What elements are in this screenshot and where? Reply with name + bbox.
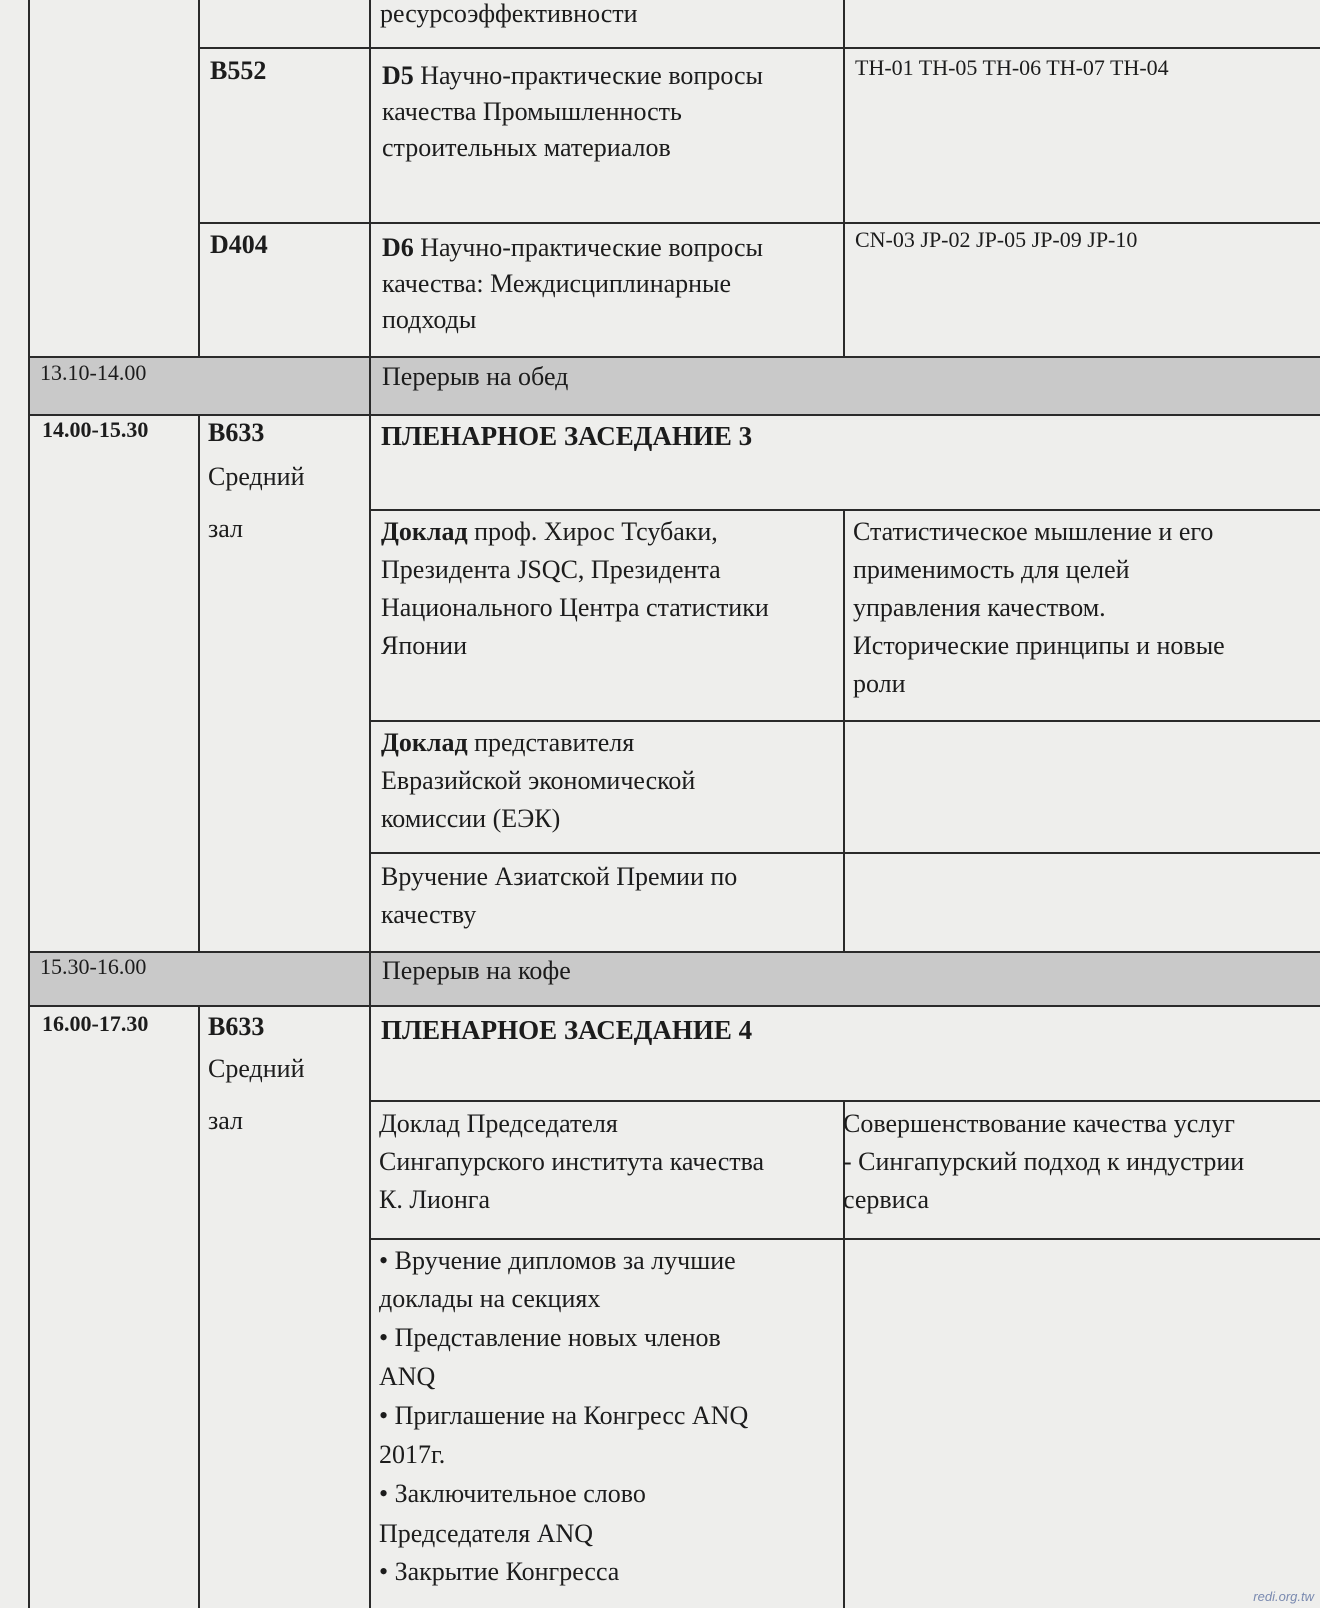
report-line: Евразийской экономической	[381, 766, 696, 795]
report-topic-line: Исторические принципы и новые	[853, 631, 1225, 660]
session-topic	[382, 57, 763, 95]
hall-name: зал	[208, 1106, 244, 1135]
report-topic-line: Статистическое мышление и его	[853, 517, 1214, 546]
table-divider-room	[198, 0, 200, 356]
award-line: Вручение Азиатской Премии по	[381, 862, 738, 891]
closing-item: • Заключительное слово	[379, 1479, 646, 1508]
row-border	[369, 509, 1320, 511]
country-codes: CN-03 JP-02 JP-05 JP-09 JP-10	[855, 227, 1138, 252]
hall-name: Средний	[208, 462, 305, 491]
topic-line: качества Промышленность	[382, 97, 682, 126]
hall-name: зал	[208, 514, 244, 543]
report-line	[381, 513, 718, 551]
report-line: Доклад Председателя	[379, 1109, 618, 1138]
time-slot: 15.30-16.00	[40, 954, 147, 979]
row-border	[369, 1238, 1320, 1240]
topic-line: Научно-практические вопросы	[413, 233, 764, 262]
time-slot: 16.00-17.30	[42, 1011, 149, 1036]
plenary-title: ПЛЕНАРНОЕ ЗАСЕДАНИЕ 4	[381, 1015, 753, 1045]
topic-line: строительных материалов	[382, 133, 671, 162]
report-line: К. Лионга	[379, 1185, 491, 1214]
report-topic-line: роли	[853, 669, 906, 698]
topic-line: качества: Междисциплинарные	[382, 269, 732, 298]
closing-item: ANQ	[379, 1362, 436, 1391]
closing-item: • Вручение дипломов за лучшие	[379, 1246, 736, 1275]
report-line: Национального Центра статистики	[381, 593, 769, 622]
closing-item: 2017г.	[379, 1440, 446, 1469]
row-border	[28, 356, 1320, 358]
time-slot: 13.10-14.00	[40, 360, 147, 385]
row-border	[198, 222, 1320, 224]
report-line: комиссии (ЕЭК)	[381, 804, 561, 833]
session-topic	[382, 229, 763, 267]
report-label: Доклад	[381, 728, 468, 757]
report-line: Сингапурского института качества	[379, 1147, 765, 1176]
report-line: Японии	[381, 631, 467, 660]
room-code: B633	[208, 418, 265, 447]
time-slot: 14.00-15.30	[42, 417, 149, 442]
report-topic-line: управления качеством.	[853, 593, 1106, 622]
break-label: Перерыв на обед	[382, 362, 569, 391]
row-border	[28, 1005, 1320, 1007]
report-topic-line: сервиса	[843, 1185, 929, 1214]
coffee-row-shade	[28, 951, 1320, 1005]
report-topic-line: Совершенствование качества услуг	[843, 1109, 1235, 1138]
closing-item: доклады на секциях	[379, 1284, 601, 1313]
plenary-title: ПЛЕНАРНОЕ ЗАСЕДАНИЕ 3	[381, 421, 753, 451]
report-text: проф. Хирос Тсубаки,	[467, 517, 718, 546]
topic-line: подходы	[382, 305, 477, 334]
report-line: Президента JSQC, Президента	[381, 555, 721, 584]
table-divider-room	[198, 414, 200, 951]
table-divider-topic	[369, 0, 371, 1608]
report-topic-line: применимость для целей	[853, 555, 1130, 584]
closing-item: • Представление новых членов	[379, 1323, 721, 1352]
row-border	[369, 720, 1320, 722]
closing-item: • Приглашение на Конгресс ANQ	[379, 1401, 749, 1430]
topic-text: ресурсоэффективности	[380, 0, 638, 28]
row-border	[198, 47, 1320, 49]
watermark: redi.org.tw	[1253, 1589, 1314, 1604]
report-label: Доклад	[381, 517, 468, 546]
report-topic-line: - Сингапурский подход к индустрии	[843, 1147, 1245, 1176]
row-border	[369, 852, 1320, 854]
report-text: представителя	[467, 728, 635, 757]
table-divider-notes	[843, 509, 845, 951]
table-border-left	[28, 0, 30, 1608]
table-divider-notes	[843, 0, 845, 356]
report-line	[381, 724, 634, 762]
session-code: D6	[382, 233, 414, 262]
row-border	[369, 1100, 1320, 1102]
country-codes: TH-01 TH-05 TH-06 TH-07 TH-04	[855, 55, 1169, 80]
session-code: D5	[382, 61, 414, 90]
award-line: качеству	[381, 900, 477, 929]
closing-item: Председателя ANQ	[379, 1519, 594, 1548]
topic-line: Научно-практические вопросы	[413, 61, 764, 90]
row-border	[28, 951, 1320, 953]
lunch-row-shade	[28, 356, 1320, 414]
closing-item: • Закрытие Конгресса	[379, 1557, 620, 1586]
room-code: B633	[208, 1012, 265, 1041]
break-label: Перерыв на кофе	[382, 956, 571, 985]
hall-name: Средний	[208, 1054, 305, 1083]
table-divider-room	[198, 1005, 200, 1608]
room-code: B552	[210, 56, 267, 85]
room-code: D404	[210, 230, 268, 259]
